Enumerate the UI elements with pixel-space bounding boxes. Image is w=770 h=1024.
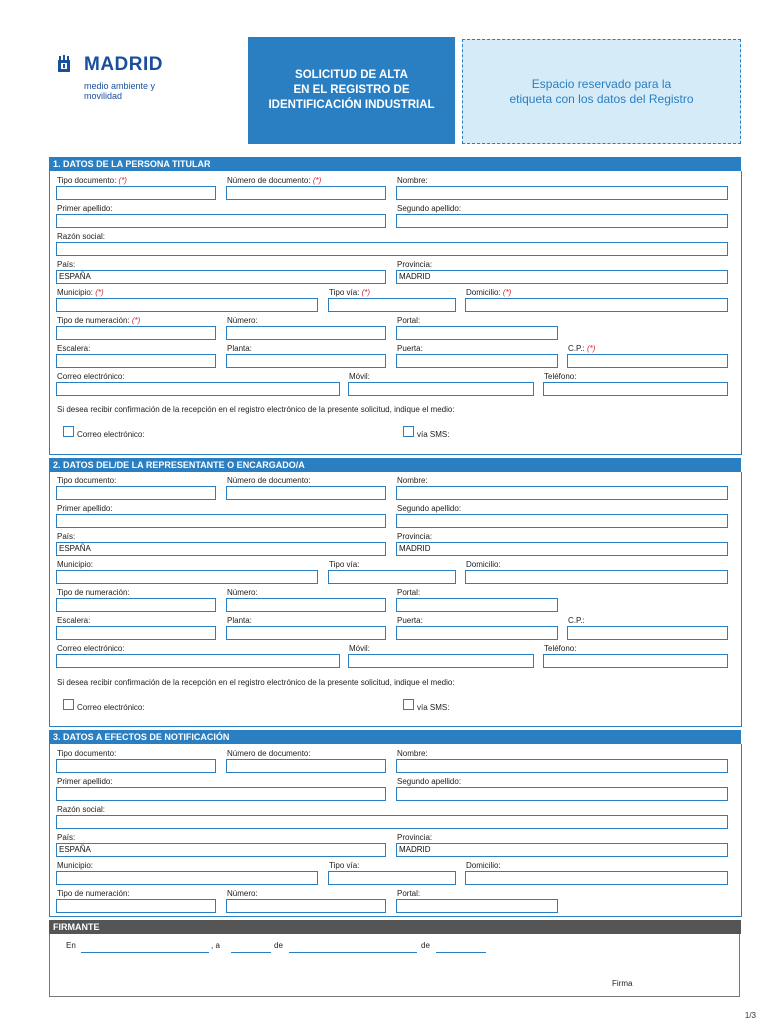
tipo-via-field[interactable] — [328, 871, 456, 885]
label-portal: Portal: — [397, 316, 421, 325]
label-municipio: Municipio: — [57, 861, 94, 870]
label-nombre: Nombre: — [397, 476, 428, 485]
label-puerta: Puerta: — [397, 344, 423, 353]
label-primer-apellido: Primer apellido: — [57, 777, 113, 786]
label-movil: Móvil: — [349, 372, 370, 381]
municipio-field[interactable] — [56, 570, 318, 584]
segundo-apellido-field[interactable] — [396, 514, 728, 528]
segundo-apellido-field[interactable] — [396, 787, 728, 801]
label-planta: Planta: — [227, 616, 252, 625]
label-tipo-numeracion: Tipo de numeración: (*) — [57, 316, 141, 325]
label-escalera: Escalera: — [57, 344, 91, 353]
portal-field[interactable] — [396, 326, 558, 340]
razon-social-field[interactable] — [56, 815, 728, 829]
movil-field[interactable] — [348, 382, 534, 396]
correo-checkbox[interactable] — [63, 426, 74, 437]
puerta-field[interactable] — [396, 354, 558, 368]
registry-label-area: Espacio reservado para la etiqueta con los datos del Registro — [462, 39, 741, 144]
municipio-field[interactable] — [56, 298, 318, 312]
telefono-field[interactable] — [543, 654, 728, 668]
planta-field[interactable] — [226, 626, 386, 640]
madrid-crest-icon — [56, 54, 72, 74]
label-correo: Correo electrónico: — [57, 644, 125, 653]
escalera-field[interactable] — [56, 354, 216, 368]
firmante-header: FIRMANTE — [49, 920, 741, 934]
label-domicilio: Domicilio: — [466, 560, 501, 569]
tipo-documento-field[interactable] — [56, 486, 216, 500]
label-razon-social: Razón social: — [57, 232, 106, 241]
label-domicilio: Domicilio: — [466, 861, 501, 870]
cp-field[interactable] — [567, 626, 728, 640]
label-nombre: Nombre: — [397, 749, 428, 758]
label-tipo-via: Tipo vía: — [329, 560, 360, 569]
provincia-field[interactable]: MADRID — [396, 270, 728, 284]
logo-subtitle: medio ambiente y movilidad — [84, 81, 156, 101]
correo-field[interactable] — [56, 654, 340, 668]
label-numero: Número: — [227, 588, 258, 597]
section-1-header: 1. DATOS DE LA PERSONA TITULAR — [49, 157, 741, 171]
form-title: SOLICITUD DE ALTA EN EL REGISTRO DE IDENTIFICACIÓN INDUSTRIAL — [248, 37, 455, 144]
label-razon-social: Razón social: — [57, 805, 106, 814]
label-segundo-apellido: Segundo apellido: — [397, 204, 462, 213]
confirmation-note: Si desea recibir confirmación de la recepción en el registro electrónico de la presente solicitud, indique el medio: — [57, 405, 455, 414]
firma-label: Firma — [612, 979, 633, 988]
label-tipo-numeracion: Tipo de numeración: — [57, 588, 130, 597]
sms-checkbox[interactable] — [403, 426, 414, 437]
primer-apellido-field[interactable] — [56, 787, 386, 801]
label-tipo-documento: Tipo documento: — [57, 476, 117, 485]
label-nombre: Nombre: — [397, 176, 428, 185]
firmante-a-label: , a — [211, 941, 220, 950]
label-numero-documento: Número de documento: (*) — [227, 176, 322, 185]
label-provincia: Provincia: — [397, 833, 433, 842]
label-tipo-via: Tipo vía: (*) — [329, 288, 371, 297]
label-portal: Portal: — [397, 588, 421, 597]
label-tipo-documento: Tipo documento: — [57, 749, 117, 758]
domicilio-field[interactable] — [465, 871, 728, 885]
nombre-field[interactable] — [396, 759, 728, 773]
cp-field[interactable] — [567, 354, 728, 368]
label-escalera: Escalera: — [57, 616, 91, 625]
puerta-field[interactable] — [396, 626, 558, 640]
label-tipo-via: Tipo vía: — [329, 861, 360, 870]
firmante-lugar-field[interactable] — [81, 952, 209, 953]
primer-apellido-field[interactable] — [56, 214, 386, 228]
tipo-via-field[interactable] — [328, 298, 456, 312]
confirmation-note: Si desea recibir confirmación de la recepción en el registro electrónico de la presente solicitud, indique el medio: — [57, 678, 455, 687]
domicilio-field[interactable] — [465, 570, 728, 584]
tipo-documento-field[interactable] — [56, 759, 216, 773]
correo-option-label: Correo electrónico: — [77, 703, 145, 712]
numero-documento-field[interactable] — [226, 486, 386, 500]
label-provincia: Provincia: — [397, 260, 433, 269]
label-numero: Número: — [227, 316, 258, 325]
sms-checkbox[interactable] — [403, 699, 414, 710]
movil-field[interactable] — [348, 654, 534, 668]
label-municipio: Municipio: — [57, 560, 94, 569]
numero-field[interactable] — [226, 899, 386, 913]
provincia-field[interactable]: MADRID — [396, 843, 728, 857]
label-numero-documento: Número de documento: — [227, 476, 311, 485]
label-tipo-numeracion: Tipo de numeración: — [57, 889, 130, 898]
correo-field[interactable] — [56, 382, 340, 396]
label-portal: Portal: — [397, 889, 421, 898]
numero-field[interactable] — [226, 326, 386, 340]
tipo-via-field[interactable] — [328, 570, 456, 584]
label-correo: Correo electrónico: — [57, 372, 125, 381]
firmante-mes-field[interactable] — [289, 952, 417, 953]
portal-field[interactable] — [396, 598, 558, 612]
label-segundo-apellido: Segundo apellido: — [397, 777, 462, 786]
firmante-dia-field[interactable] — [231, 952, 271, 953]
tipo-numeracion-field[interactable] — [56, 598, 216, 612]
page-number: 1/3 — [744, 1011, 756, 1020]
telefono-field[interactable] — [543, 382, 728, 396]
provincia-field[interactable]: MADRID — [396, 542, 728, 556]
tipo-documento-field[interactable] — [56, 186, 216, 200]
razon-social-field[interactable] — [56, 242, 728, 256]
label-telefono: Teléfono: — [544, 644, 577, 653]
label-planta: Planta: — [227, 344, 252, 353]
logo-wordmark: MADRID — [84, 54, 163, 75]
municipio-field[interactable] — [56, 871, 318, 885]
label-primer-apellido: Primer apellido: — [57, 204, 113, 213]
primer-apellido-field[interactable] — [56, 514, 386, 528]
portal-field[interactable] — [396, 899, 558, 913]
numero-documento-field[interactable] — [226, 759, 386, 773]
label-telefono: Teléfono: — [544, 372, 577, 381]
firmante-de-label: de — [274, 941, 283, 950]
correo-option-label: Correo electrónico: — [77, 430, 145, 439]
label-cp: C.P.: (*) — [568, 344, 596, 353]
numero-documento-field[interactable] — [226, 186, 386, 200]
label-municipio: Municipio: (*) — [57, 288, 104, 297]
nombre-field[interactable] — [396, 186, 728, 200]
planta-field[interactable] — [226, 354, 386, 368]
pais-field[interactable]: ESPAÑA — [56, 843, 386, 857]
label-cp: C.P.: — [568, 616, 585, 625]
segundo-apellido-field[interactable] — [396, 214, 728, 228]
label-puerta: Puerta: — [397, 616, 423, 625]
pais-field[interactable]: ESPAÑA — [56, 270, 386, 284]
label-pais: País: — [57, 833, 76, 842]
firmante-de2-label: de — [421, 941, 430, 950]
tipo-numeracion-field[interactable] — [56, 899, 216, 913]
tipo-numeracion-field[interactable] — [56, 326, 216, 340]
label-tipo-documento: Tipo documento: (*) — [57, 176, 127, 185]
label-domicilio: Domicilio: (*) — [466, 288, 512, 297]
correo-checkbox[interactable] — [63, 699, 74, 710]
section-3-header: 3. DATOS A EFECTOS DE NOTIFICACIÓN — [49, 730, 741, 744]
numero-field[interactable] — [226, 598, 386, 612]
label-movil: Móvil: — [349, 644, 370, 653]
label-segundo-apellido: Segundo apellido: — [397, 504, 462, 513]
label-provincia: Provincia: — [397, 532, 433, 541]
firmante-box — [49, 934, 740, 997]
firmante-en-label: En — [66, 941, 76, 950]
label-pais: País: — [57, 260, 76, 269]
domicilio-field[interactable] — [465, 298, 728, 312]
label-numero: Número: — [227, 889, 258, 898]
label-pais: País: — [57, 532, 76, 541]
sms-option-label: vía SMS: — [417, 430, 450, 439]
nombre-field[interactable] — [396, 486, 728, 500]
label-numero-documento: Número de documento: — [227, 749, 311, 758]
label-primer-apellido: Primer apellido: — [57, 504, 113, 513]
sms-option-label: vía SMS: — [417, 703, 450, 712]
pais-field[interactable]: ESPAÑA — [56, 542, 386, 556]
escalera-field[interactable] — [56, 626, 216, 640]
section-2-header: 2. DATOS DEL/DE LA REPRESENTANTE O ENCARGADO/A — [49, 458, 741, 472]
firmante-anio-field[interactable] — [436, 952, 486, 953]
